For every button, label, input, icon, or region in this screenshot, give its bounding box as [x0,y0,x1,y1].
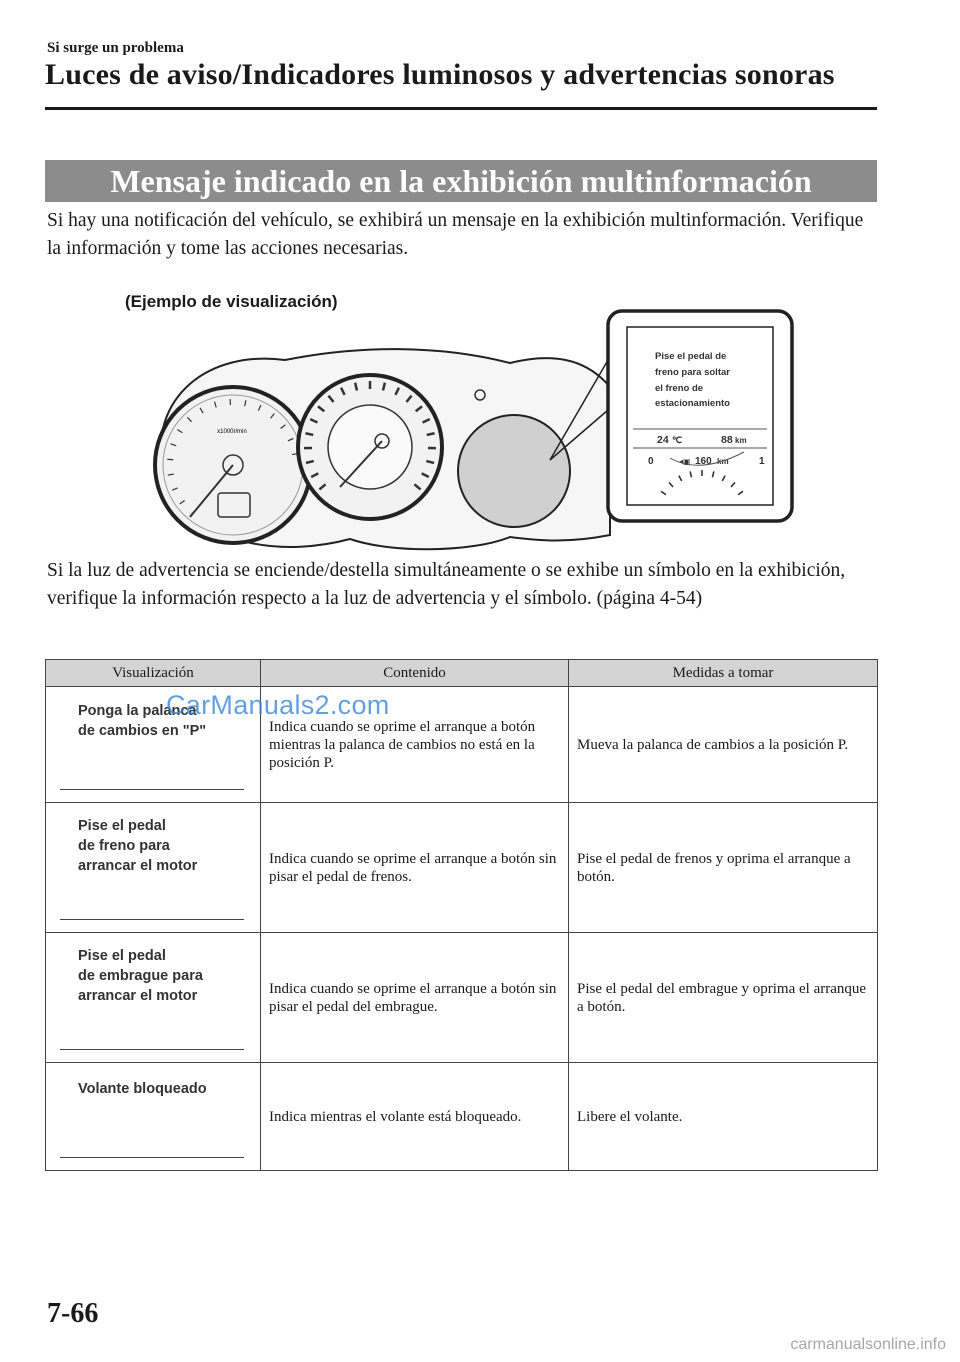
gauge-tick [427,433,435,435]
range-value: 88 [721,434,733,446]
section-label: Si surge un problema [47,40,184,56]
table-row [46,1063,878,1171]
gauge-tick [305,433,313,435]
display-zoom [608,311,792,521]
table-row [46,933,878,1063]
messages-table [45,659,878,1171]
display-cell [46,1063,261,1171]
speedometer [298,375,442,519]
display-cell [46,803,261,933]
display-message: Volante bloqueado [78,1081,207,1097]
content-cell: Indica cuando se oprime el arranque a botón mientras la palanca de cambios no está en la posición P. [261,687,569,803]
display-divider [60,1157,244,1158]
range-unit: km [735,436,747,445]
page-number: 7-66 [47,1298,99,1329]
chapter-title: Luces de aviso/Indicadores luminosos y advertencias sonoras [45,58,835,91]
content-cell: Indica cuando se oprime el arranque a botón sin pisar el pedal del embrague. [261,933,569,1063]
action-cell: Libere el volante. [569,1063,878,1171]
display-divider [60,919,244,920]
display-divider [60,789,244,790]
temperature-value: 24 [657,434,669,446]
warning-paragraph: Si la luz de advertencia se enciende/destella simultáneamente o se exhibe un símbolo en la exhibición, verifique la información respecto a la luz de advertencia y el símbolo. (página 4-54) [47,560,846,609]
table-row [46,803,878,933]
distance-unit: km [717,457,729,466]
gauge-tick [383,383,385,391]
fuel-pump-icon: ◂▣ [679,457,691,466]
display-message: Pise el pedal de freno para arrancar el motor [78,818,198,874]
instrument-cluster-illustration [140,305,800,555]
scale-min: 0 [648,456,654,467]
gauge-tick [355,383,357,391]
tachometer [155,387,311,543]
footer-site: carmanualsonline.info [790,1336,946,1353]
header-medidas: Medidas a tomar [569,660,878,687]
action-cell: Pise el pedal del embrague y oprima el arranque a botón. [569,933,878,1063]
section-banner: Mensaje indicado en la exhibición multinformación [45,160,877,202]
display-line-3: el freno de [655,383,704,394]
display-line-2: freno para soltar [655,367,730,378]
action-cell: Pise el pedal de frenos y oprima el arranque a botón. [569,803,878,933]
action-cell: Mueva la palanca de cambios a la posición P. [569,687,878,803]
display-message: Pise el pedal de embrague para arrancar el motor [78,948,203,1004]
display-divider [60,1049,244,1050]
multi-info-display [458,415,570,527]
figure-label: (Ejemplo de visualización) [125,292,338,311]
display-line-1: Pise el pedal de [655,351,727,362]
intro-paragraph: Si hay una notificación del vehículo, se exhibirá un mensaje en la exhibición multinformación. Verifique la información y tome las acciones necesarias. [47,210,864,259]
scale-max: 1 [759,456,765,467]
gauge-tick [167,459,173,460]
distance-value: 160 [695,456,712,467]
header-contenido: Contenido [261,660,569,687]
content-cell: Indica mientras el volante está bloqueado. [261,1063,569,1171]
table-header-row [46,660,878,687]
header-rule [45,107,877,110]
temperature-unit: ℃ [672,435,683,445]
tacho-unit-label: x1000r/min [217,429,247,435]
display-line-4: estacionamiento [655,398,730,409]
display-message: Ponga la palanca de cambios en "P" [78,703,207,739]
content-cell: Indica cuando se oprime el arranque a botón sin pisar el pedal de frenos. [261,803,569,933]
header-visualizacion: Visualización [46,660,261,687]
display-cell [46,933,261,1063]
watermark-logo: CarManuals2.com [166,690,390,720]
